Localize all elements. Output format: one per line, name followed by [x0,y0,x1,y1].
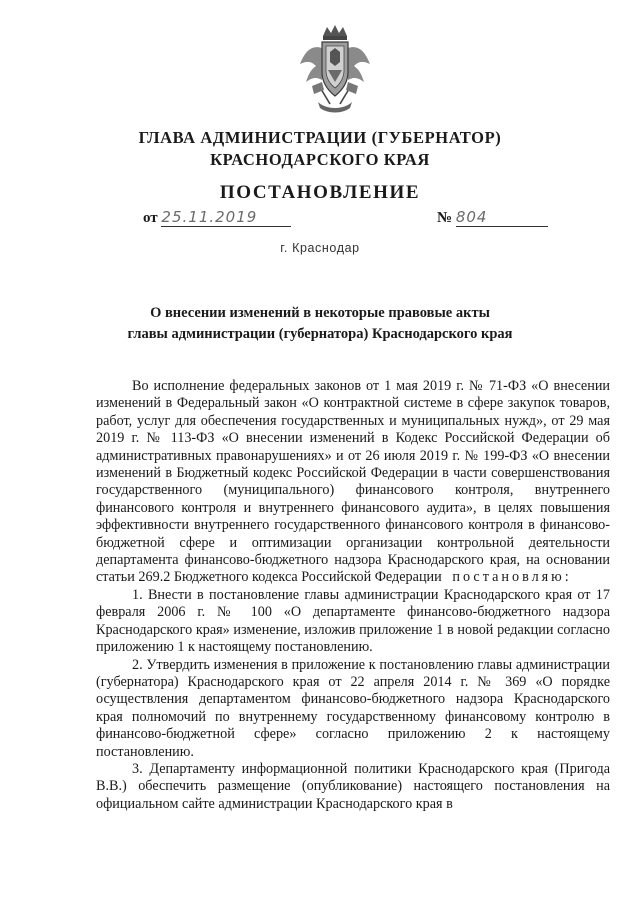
preamble-text: Во исполнение федеральных законов от 1 мая 2019 г. № 71-ФЗ «О внесении изменений в Федеральный закон «О контрактной системе в сфере закупок товаров, работ, услуг для обеспечения государственных и муниципальных нужд», от 29 мая 2019 г. № 113-ФЗ «О внесении изменений в Кодекс Российской Федерации об административных правонарушениях» и от 26 июля 2019 г. № 199-ФЗ «О внесении изменений в Бюджетный кодекс Российской Федерации в части совершенствования государственного (муниципального) финансового контроля, внутреннего финансового контроля и внутреннего финансового аудита», в целях повышения эффективности внутреннего государственного финансового контроля в финансово-бюджетной сфере и оптимизации организации контрольной деятельности департамента финансово-бюджетного надзора Краснодарского края, на основании статьи 269.2 Бюджетного кодекса Российской Федерации [96,378,610,586]
number-value: 804 [455,208,488,226]
issuer-line-2: КРАСНОДАРСКОГО КРАЯ [210,150,430,169]
issuer-line-1: ГЛАВА АДМИНИСТРАЦИИ (ГУБЕРНАТОР) [138,128,502,147]
item-1-paragraph: 1. Внести в постановление главы администрации Краснодарского края от 17 февраля 2006 г. № 100 «О департаменте финансово-бюджетного надзора Краснодарского края» изменение, изложив приложение 1 в новой редакции согласно приложению 1 к настоящему постановлению. [96,586,610,656]
document-type-heading: ПОСТАНОВЛЕНИЕ [219,182,421,203]
date-label: от [143,210,158,226]
document-date [143,210,291,227]
number-label: № [437,210,453,226]
item-2-paragraph: 2. Утвердить изменения в приложение к постановлению главы администрации (губернатора) Краснодарского края от 22 апреля 2014 г. № 369 «О порядке осуществления департаментом финансово-бюджетного надзора Краснодарского края полномочий по внутреннему государственному финансовому контролю в финансово-бюджетной сфере» согласно приложению 2 к настоящему постановлению. [96,656,610,760]
document-title-line-2: главы администрации (губернатора) Краснодарского края [127,326,513,342]
document-body [96,378,610,813]
city-line: г. Краснодар [280,241,360,255]
decree-word: постановляю: [452,569,572,586]
date-value: 25.11.2019 [161,208,258,226]
document-title-line-1: О внесении изменений в некоторые правовые акты [150,305,490,321]
coat-of-arms-icon [296,22,374,114]
preamble-paragraph [96,378,610,587]
item-3-paragraph: 3. Департаменту информационной политики Краснодарского края (Пригода В.В.) обеспечить размещение (опубликование) настоящего постановления на официальном сайте администрации Краснодарского края в [96,760,610,812]
document-number [437,210,548,227]
